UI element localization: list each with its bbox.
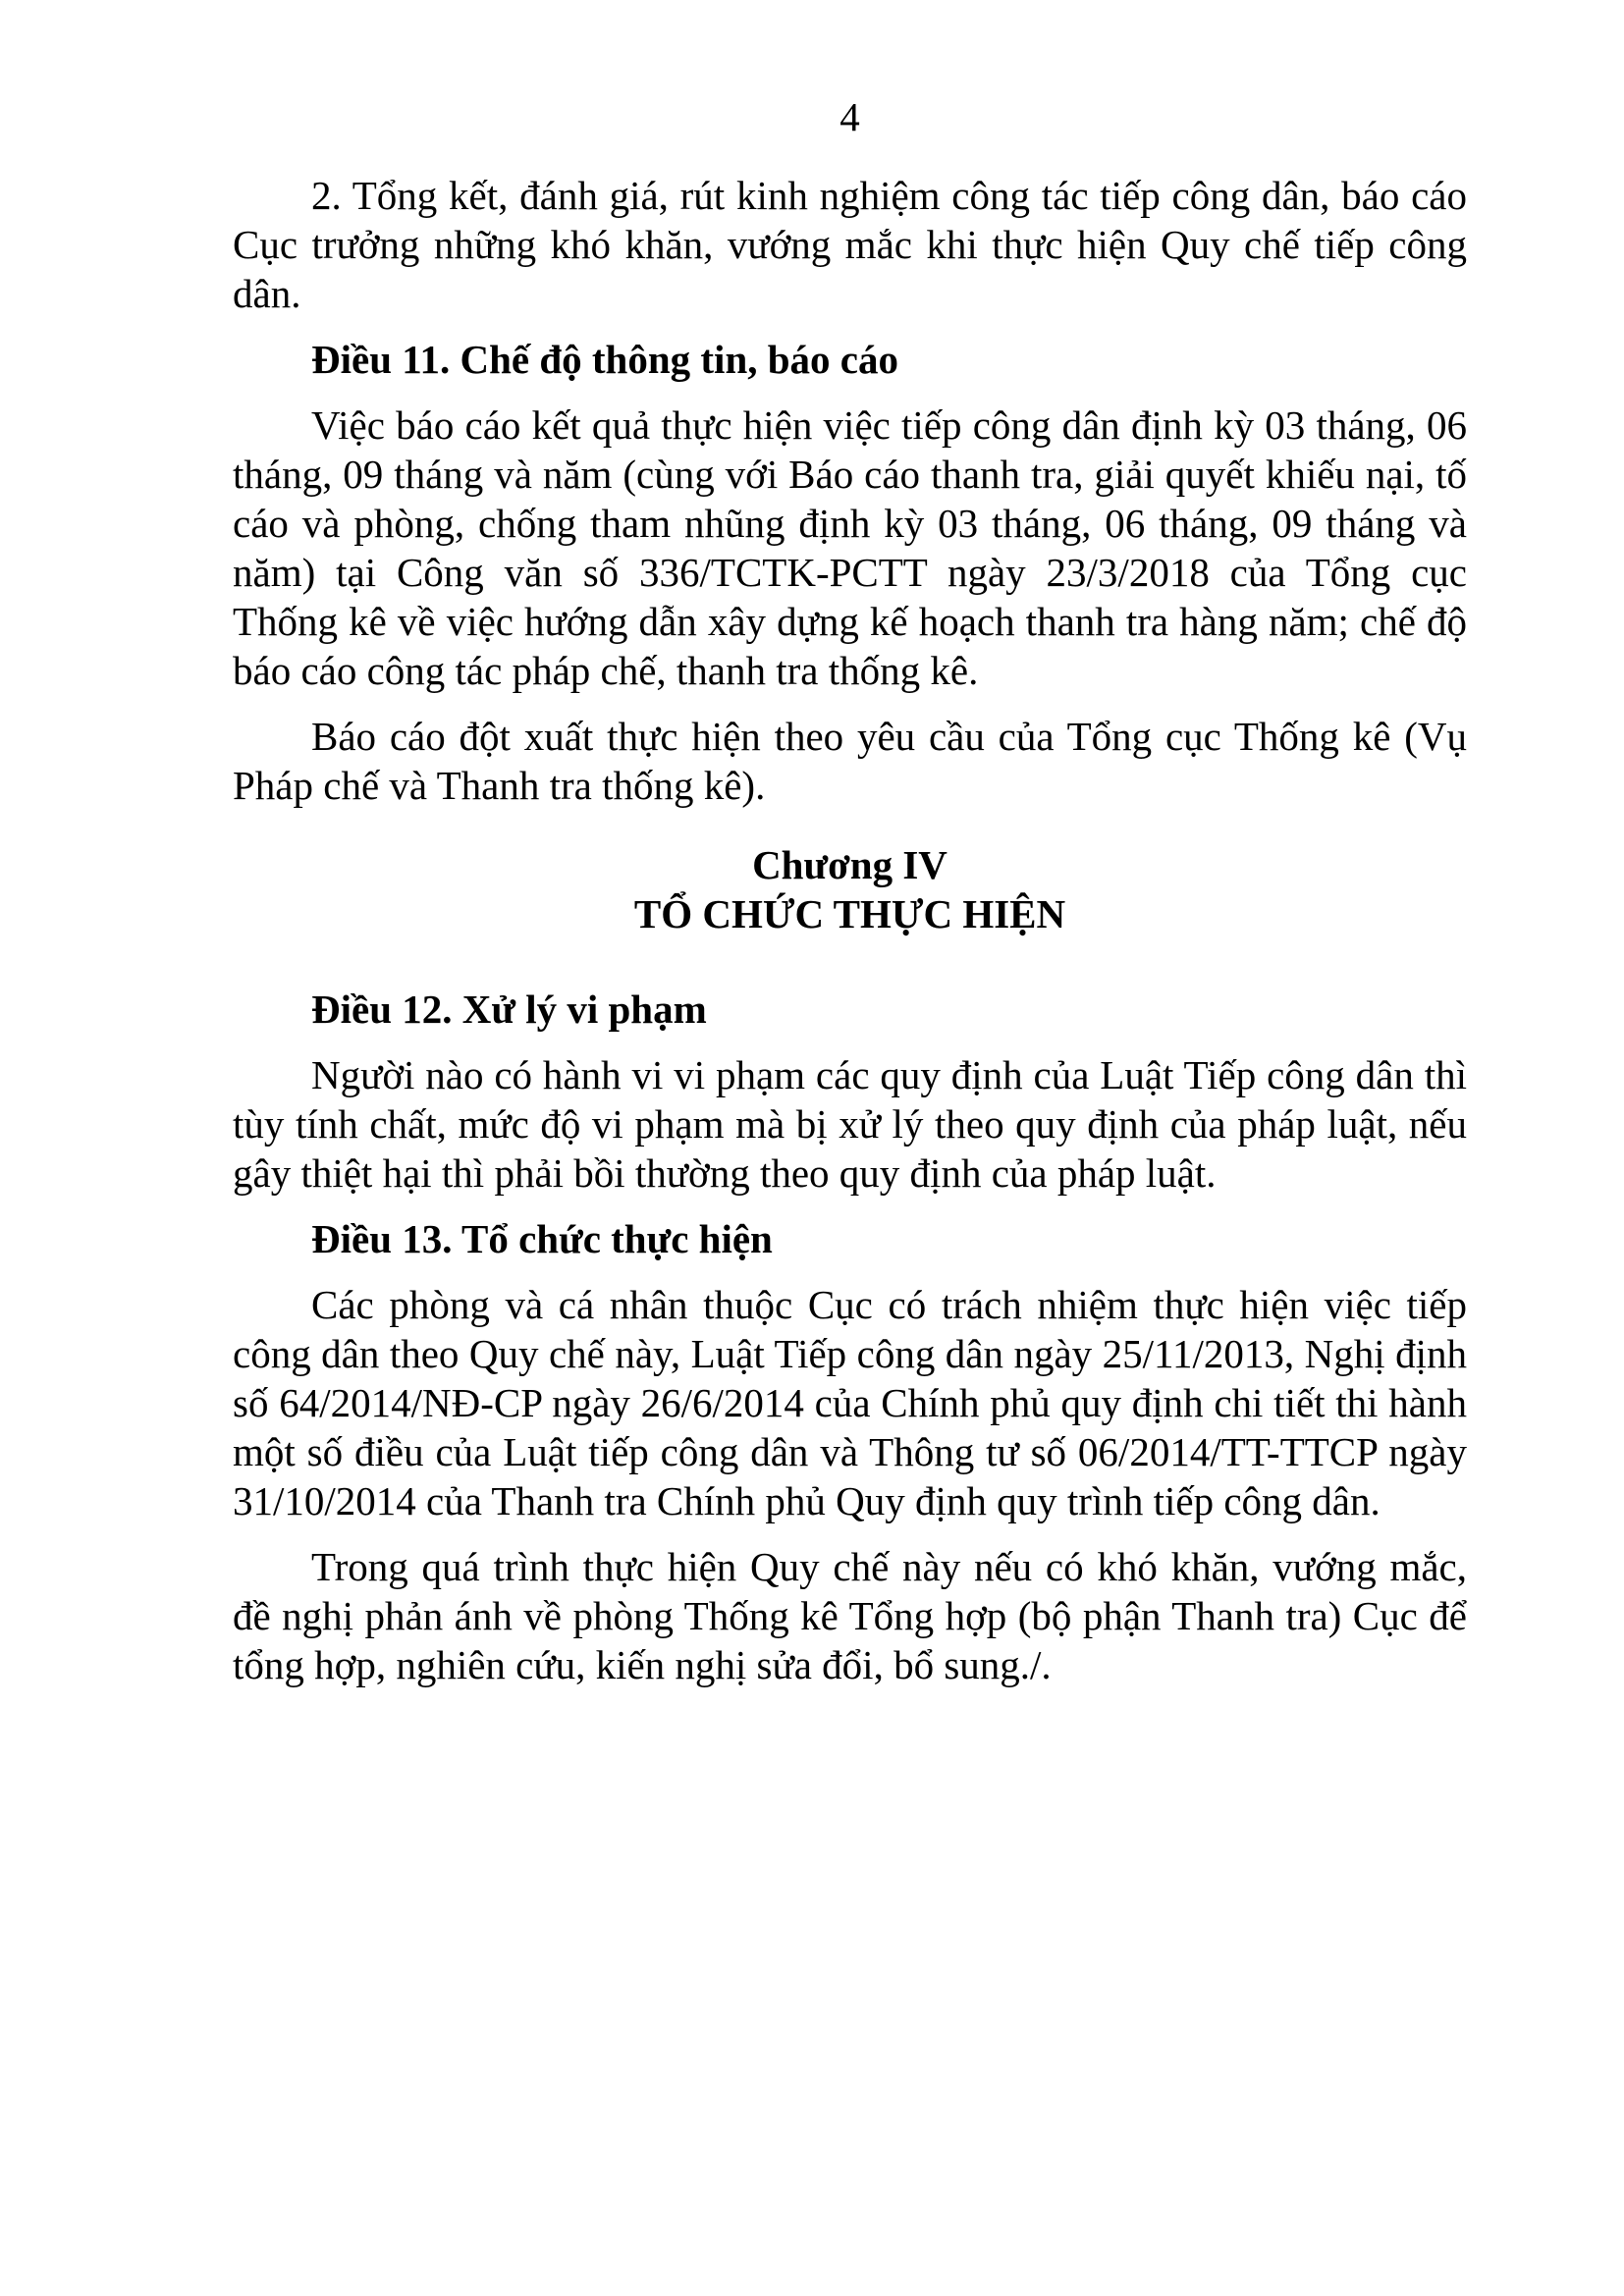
paragraph-to-chuc-thuc-hien: Các phòng và cá nhân thuộc Cục có trách nhiệm thực hiện việc tiếp công dân theo Quy chế này, Luật Tiếp công dân ngày 25/11/2013, Nghị định số 64/2014/NĐ-CP ngày 26/6/2014 của Chính phủ quy định chi tiết thi hành một số điều của Luật tiếp công dân và Thông tư số 06/2014/TT-TTCP ngày 31/10/2014 của Thanh tra Chính phủ Quy định quy trình tiếp công dân.	[233, 1282, 1467, 1523]
chapter-number: Chương IV	[752, 842, 947, 887]
paragraph-bao-cao-dot-xuat: Báo cáo đột xuất thực hiện theo yêu cầu của Tổng cục Thống kê (Vụ Pháp chế và Thanh tra thống kê).	[233, 714, 1467, 808]
paragraph-xu-ly-vi-pham: Người nào có hành vi vi phạm các quy định của Luật Tiếp công dân thì tùy tính chất, mức độ vi phạm mà bị xử lý theo quy định của pháp luật, nếu gây thiệt hại thì phải bồi thường theo quy định của pháp luật.	[233, 1052, 1467, 1196]
article-12-heading: Điều 12. Xử lý vi phạm	[311, 987, 707, 1032]
article-13-heading: Điều 13. Tổ chức thực hiện	[311, 1216, 773, 1261]
chapter-heading	[233, 827, 1467, 938]
paragraph-bao-cao-dinh-ky: Việc báo cáo kết quả thực hiện việc tiếp công dân định kỳ 03 tháng, 06 tháng, 09 tháng và năm (cùng với Báo cáo thanh tra, giải quyết khiếu nại, tố cáo và phòng, chống tham nhũng định kỳ 03 tháng, 06 tháng, 09 tháng và năm) tại Công văn số 336/TCTK-PCTT ngày 23/3/2018 của Tổng cục Thống kê về việc hướng dẫn xây dựng kế hoạch thanh tra hàng năm; chế độ báo cáo công tác pháp chế, thanh tra thống kê.	[233, 402, 1467, 693]
paragraph-tong-ket: 2. Tổng kết, đánh giá, rút kinh nghiệm công tác tiếp công dân, báo cáo Cục trưởng những khó khăn, vướng mắc khi thực hiện Quy chế tiếp công dân.	[233, 173, 1467, 316]
article-11-heading: Điều 11. Chế độ thông tin, báo cáo	[311, 337, 899, 382]
page-number: 4	[839, 94, 860, 139]
chapter-title: TỔ CHỨC THỰC HIỆN	[633, 891, 1066, 936]
paragraph-ket-thuc: Trong quá trình thực hiện Quy chế này nếu có khó khăn, vướng mắc, đề nghị phản ánh về phòng Thống kê Tổng hợp (bộ phận Thanh tra) Cục để tổng hợp, nghiên cứu, kiến nghị sửa đổi, bổ sung./.	[233, 1544, 1467, 1687]
